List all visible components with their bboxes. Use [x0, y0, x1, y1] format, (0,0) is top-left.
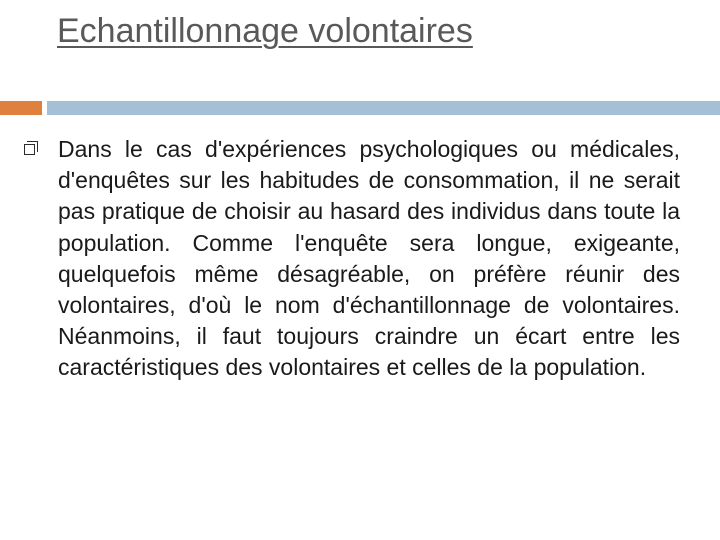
- accent-bar-blue: [47, 101, 720, 115]
- square-bullet-icon: [24, 144, 35, 155]
- bullet-item: [24, 134, 680, 384]
- bullet-text: Dans le cas d'expériences psychologiques ou médicales, d'enquêtes sur les habitudes de consommation, il ne serait pas pratique de choisir au hasard des individus dans toute la population. Comme l'enquête sera longue, exigeante, quelquefois même désagréable, on préfère réunir des volontaires, d'où le nom d'échantillonnage de volontaires. Néanmoins, il faut toujours craindre un écart entre les caractéristiques des volontaires et celles de la population.: [58, 136, 680, 381]
- slide-title: Echantillonnage volontaires: [57, 12, 473, 50]
- accent-bar-orange: [0, 101, 42, 115]
- slide-content: [24, 134, 680, 384]
